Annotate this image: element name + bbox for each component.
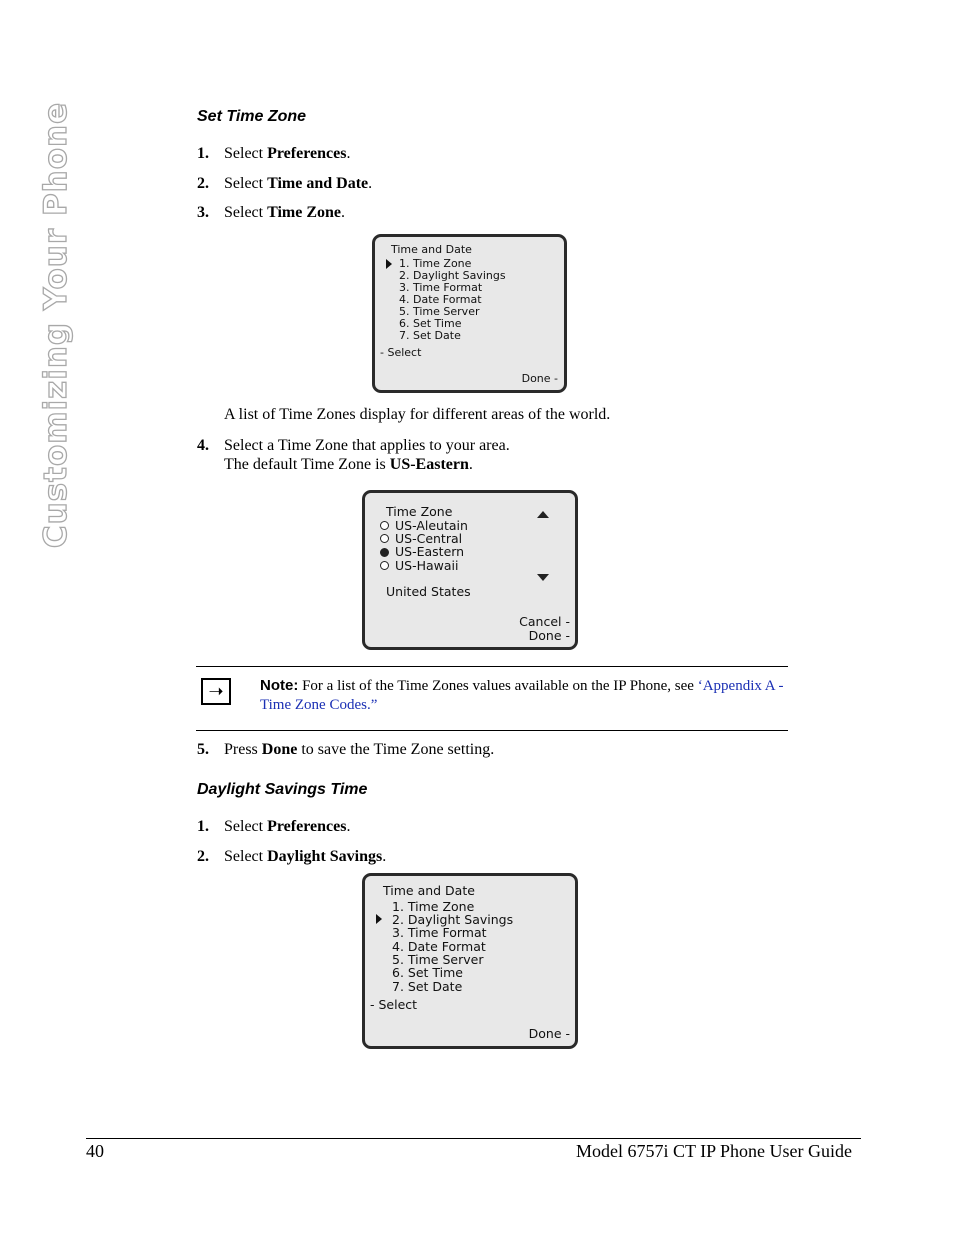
page-number: 40 [86, 1141, 104, 1161]
radio-unselected-icon[interactable] [380, 521, 389, 530]
footer-rule [86, 1138, 861, 1139]
step-text: to save the Time Zone setting. [297, 741, 495, 758]
step-text: Select [224, 204, 268, 221]
guide-title: Model 6757i CT IP Phone User Guide [576, 1141, 852, 1161]
step-text: Select a Time Zone that applies to your area. [224, 437, 510, 454]
note-text [260, 676, 788, 715]
step-number: 2. [197, 848, 209, 865]
step-text: Select [224, 818, 268, 835]
note-body: For a list of the Time Zones values available on the IP Phone, see [298, 678, 698, 694]
step-text: The default Time Zone is [224, 456, 390, 473]
step-bold: Time and Date [267, 175, 369, 192]
menu-item[interactable]: 1. Time Zone [392, 899, 475, 914]
section-heading-set-time-zone: Set Time Zone [197, 108, 307, 125]
step-bold: Daylight Savings [267, 848, 383, 865]
step-number: 2. [197, 175, 209, 192]
softkey-cancel[interactable]: Cancel - [519, 614, 570, 629]
default-time-zone-line [224, 456, 473, 474]
softkey-select[interactable]: - Select [370, 997, 418, 1012]
step-punct: . [346, 818, 351, 835]
screen-title: Time and Date [383, 883, 475, 898]
phone-screen-time-and-date [372, 234, 567, 393]
step-text: Select [224, 175, 268, 192]
radio-unselected-icon[interactable] [380, 534, 389, 543]
step-number: 3. [197, 204, 209, 221]
appendix-link[interactable]: ‘Appendix A - Time Zone Codes.” [260, 678, 784, 713]
scroll-down-icon[interactable] [537, 574, 549, 581]
step-punct: . [382, 848, 387, 865]
note-bottom-rule [196, 730, 788, 731]
step-punct: . [468, 456, 473, 473]
note-label: Note: [260, 677, 299, 694]
phone-screen-time-zone [362, 490, 578, 650]
default-time-zone-value: US-Eastern [389, 456, 469, 473]
step-number: 4. [197, 437, 209, 454]
screen-title: Time and Date [391, 243, 472, 256]
menu-item[interactable]: 2. Daylight Savings [399, 269, 506, 282]
time-zone-option[interactable]: US-Hawaii [395, 558, 459, 573]
softkey-select[interactable]: - Select [380, 346, 422, 359]
menu-item[interactable]: 4. Date Format [399, 293, 482, 306]
step-bold: Preferences [267, 145, 347, 162]
menu-item-selected[interactable]: 2. Daylight Savings [392, 912, 514, 927]
selection-pointer-icon [386, 259, 392, 269]
step-number: 5. [197, 741, 209, 758]
step-punct: . [341, 204, 346, 221]
time-zone-option-selected[interactable]: US-Eastern [395, 544, 465, 559]
phone-screen-time-and-date-daylight [362, 873, 578, 1049]
step-bold: Preferences [267, 818, 347, 835]
menu-item[interactable]: 6. Set Time [392, 965, 463, 980]
side-chapter-title-text: Customizing Your Phone [38, 101, 74, 549]
time-zone-option[interactable]: US-Aleutain [395, 518, 468, 533]
menu-item[interactable]: 4. Date Format [392, 939, 486, 954]
right-arrow-icon: ➝ [201, 678, 231, 705]
radio-selected-icon[interactable] [380, 548, 389, 557]
softkey-done[interactable]: Done - [521, 372, 558, 385]
menu-item[interactable]: 7. Set Date [399, 329, 461, 342]
menu-item[interactable]: 5. Time Server [392, 952, 484, 967]
softkey-done[interactable]: Done - [528, 628, 570, 643]
menu-item[interactable]: 7. Set Date [392, 979, 463, 994]
note-top-rule [196, 666, 788, 667]
time-zone-option[interactable]: US-Central [395, 531, 463, 546]
menu-item[interactable]: 3. Time Format [392, 925, 487, 940]
menu-item[interactable]: 5. Time Server [399, 305, 480, 318]
step-text: Select [224, 145, 268, 162]
radio-unselected-icon[interactable] [380, 561, 389, 570]
menu-item[interactable]: 3. Time Format [399, 281, 483, 294]
side-chapter-title [34, 100, 78, 550]
menu-item[interactable]: 1. Time Zone [399, 257, 472, 270]
paragraph-time-zones: A list of Time Zones display for different areas of the world. [224, 406, 611, 423]
step-text: Select [224, 848, 268, 865]
step-punct: . [346, 145, 351, 162]
menu-item[interactable]: 6. Set Time [399, 317, 462, 330]
step-bold: Done [261, 741, 298, 758]
softkey-done[interactable]: Done - [528, 1026, 570, 1041]
step-bold: Time Zone [267, 204, 342, 221]
step-text: Press [224, 741, 262, 758]
region-label: United States [386, 584, 471, 599]
scroll-up-icon[interactable] [537, 511, 549, 518]
step-punct: . [368, 175, 373, 192]
selection-pointer-icon [376, 914, 382, 924]
step-number: 1. [197, 818, 209, 835]
section-heading-daylight-savings: Daylight Savings Time [197, 781, 368, 798]
screen-title: Time Zone [386, 504, 453, 519]
step-number: 1. [197, 145, 209, 162]
